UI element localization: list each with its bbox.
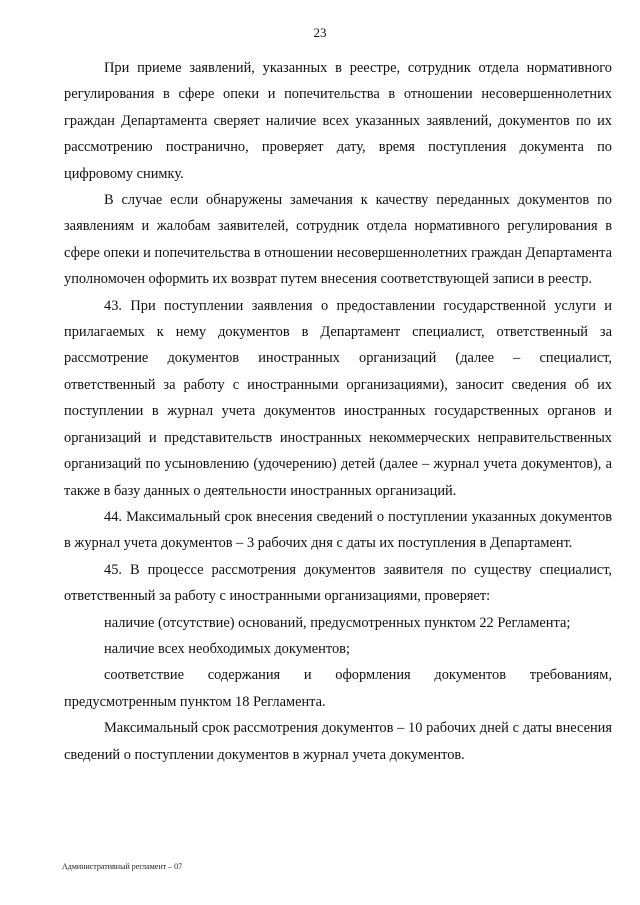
paragraph-check-documents: наличие всех необходимых документов; xyxy=(104,640,350,657)
paragraph-item-43: 43. При поступлении заявления о предоставлении государственной услуги и прилагаемых к нему документов в Департамент специалист, ответственный за рассмотрение документов иностранных организаций (далее – специалист, ответственный за работу с иностранными организациями), заносит сведения об их поступлении в журнал учета документов иностранных государственных органов и организаций и представительств иностранных некоммерческих неправительственных организаций по усыновлению (удочерению) детей (далее – журнал учета документов), а также в базу данных о деятельности иностранных организаций. xyxy=(64,297,612,499)
paragraph-quality-remarks: В случае если обнаружены замечания к качеству переданных документов по заявлениям и жалобам заявителей, сотрудник отдела нормативного регулирования в сфере опеки и попечительства в отношении несовершеннолетних граждан Департамента уполномочен оформить их возврат путем внесения соответствующей записи в реестр. xyxy=(64,192,612,288)
footer-label: Административный регламент – 07 xyxy=(62,862,183,871)
paragraph-registry-check: При приеме заявлений, указанных в реестре, сотрудник отдела нормативного регулирования в сфере опеки и попечительства в отношении несовершеннолетних граждан Департамента сверяет наличие всех указанных заявлений, документов по их рассмотрению постранично, проверяет дату, время поступления документа по цифровому снимку. xyxy=(64,60,612,182)
paragraph-item-45: 45. В процессе рассмотрения документов заявителя по существу специалист, ответственный за работу с иностранными организациями, проверяет: xyxy=(64,561,612,605)
paragraph-check-compliance: соответствие содержания и оформления документов требованиям, предусмотренным пунктом 18 Регламента. xyxy=(64,667,612,710)
paragraph-check-grounds: наличие (отсутствие) оснований, предусмотренных пунктом 22 Регламента; xyxy=(104,614,571,631)
document-body xyxy=(64,55,612,768)
page-number: 23 xyxy=(313,25,327,40)
paragraph-review-deadline: Максимальный срок рассмотрения документов – 10 рабочих дней с даты внесения сведений о поступлении документов в журнал учета документов. xyxy=(64,720,612,763)
paragraph-item-44: 44. Максимальный срок внесения сведений о поступлении указанных документов в журнал учета документов – 3 рабочих дня с даты их поступления в Департамент. xyxy=(64,508,612,552)
